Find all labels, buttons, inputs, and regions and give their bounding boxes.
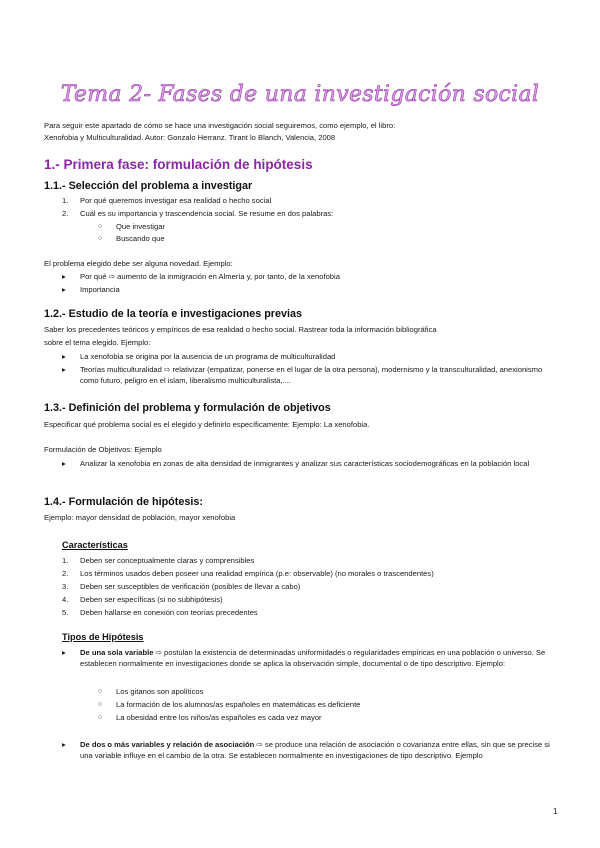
intro-line-2: Xenofobia y Multiculturalidad. Autor: Gonzalo Herranz. Tirant lo Blanch, Valencia, 2008 <box>44 133 336 142</box>
list-item-text: Deben ser específicas (si no subhipótesis) <box>80 595 223 604</box>
bullet-text: Importancia <box>80 285 120 294</box>
type-1-text: ⇨ postulan la existencia de determinadas uniformidades o regularidades empíricas en una población o universo. Se establecen normalmente en investigaciones donde se aplica la observación simple, documental o de tipo descriptivo. Ejemplo: <box>80 648 546 668</box>
paragraph-line: sobre el tema elegido. Ejemplo: <box>44 338 151 347</box>
bullet-item <box>62 739 550 761</box>
list-number: 1. <box>62 556 69 565</box>
triangle-bullet-icon: ▸ <box>62 285 66 294</box>
list-number: 2. <box>62 209 69 218</box>
paragraph-line: Saber los precedentes teóricos y empíricos de esa realidad o hecho social. Rastrear toda la información bibliográfica <box>44 325 437 334</box>
page-title: Tema 2- Fases de una investigación social <box>60 82 540 107</box>
problem-note: El problema elegido debe ser alguna novedad. Ejemplo: <box>44 259 233 268</box>
hypothesis-example: Ejemplo: mayor densidad de población, mayor xenofobia <box>44 513 236 522</box>
circle-bullet-icon: ○ <box>98 688 103 695</box>
triangle-bullet-icon: ▸ <box>62 740 66 749</box>
triangle-bullet-icon: ▸ <box>62 272 66 281</box>
circle-bullet-icon: ○ <box>98 701 103 708</box>
circle-bullet-icon: ○ <box>98 235 103 242</box>
type-1-label: De una sola variable <box>80 648 154 657</box>
section-1-3-heading: 1.3.- Definición del problema y formulación de objetivos <box>44 402 331 414</box>
triangle-bullet-icon: ▸ <box>62 352 66 361</box>
type-2-text: ⇨ se produce una relación de asociación o covarianza entre ellas, sin que se precise si una variable influye en el cambio de la otra. Se establecen normalmente en investigaciones de tipo descriptivo. Ejemplo <box>80 740 550 760</box>
bullet-text: La xenofobia se origina por la ausencia de un programa de multiculturalidad <box>80 352 336 361</box>
sub-item-text: La formación de los alumnos/as españoles en matemáticas es deficiente <box>116 700 361 709</box>
circle-bullet-icon: ○ <box>98 714 103 721</box>
section-1-heading: 1.- Primera fase: formulación de hipótesis <box>44 157 313 172</box>
list-number: 3. <box>62 582 69 591</box>
section-1-2-heading: 1.2.- Estudio de la teoría e investigaciones previas <box>44 308 303 320</box>
type-2-label: De dos o más variables y relación de asociación <box>80 740 255 749</box>
intro-line-1: Para seguir este apartado de cómo se hace una investigación social seguiremos, como ejemplo, el libro: <box>44 121 396 130</box>
sub-list-item <box>98 712 322 723</box>
bullet-item <box>62 271 340 282</box>
bullet-text: Teorías multiculturalidad ⇨ relativizar (empatizar, ponerse en el lugar de la otra persona), modernismo y la transculturalidad, anexionismo como futuro, peligro en el islam, liberalismo multiculturalista,.... <box>80 365 543 385</box>
list-item <box>62 594 223 605</box>
list-number: 5. <box>62 608 69 617</box>
list-item-text: Deben ser susceptibles de verificación (posibles de llevar a cabo) <box>80 582 301 591</box>
bullet-item <box>62 351 336 362</box>
bullet-item <box>62 647 550 669</box>
list-item-text: Deben ser conceptualmente claras y comprensibles <box>80 556 255 565</box>
triangle-bullet-icon: ▸ <box>62 648 66 657</box>
list-item <box>62 208 334 219</box>
page-number: 1 <box>553 807 558 816</box>
list-item-text: Los términos usados deben poseer una realidad empírica (p.e: observable) (no morales o trascendentes) <box>80 569 434 578</box>
bullet-item <box>62 458 550 469</box>
sub-item-text: La obesidad entre los niños/as españoles es cada vez mayor <box>116 713 322 722</box>
list-item-text: Deben hallarse en conexión con teorías precedentes <box>80 608 258 617</box>
bullet-text: Analizar la xenofobia en zonas de alta densidad de inmigrantes y analizar sus características sociodemográficas en la población local <box>80 459 530 468</box>
bullet-item <box>62 284 120 295</box>
list-item <box>62 555 255 566</box>
list-item <box>62 568 434 579</box>
circle-bullet-icon: ○ <box>98 223 103 230</box>
list-number: 1. <box>62 196 69 205</box>
sub-list-item <box>98 686 204 697</box>
hypothesis-types-heading: Tipos de Hipótesis <box>62 632 144 642</box>
list-item <box>62 195 272 206</box>
list-number: 4. <box>62 595 69 604</box>
triangle-bullet-icon: ▸ <box>62 459 66 468</box>
characteristics-heading: Características <box>62 540 128 550</box>
sub-list-item <box>98 233 165 244</box>
list-item-text: Por qué queremos investigar esa realidad o hecho social <box>80 196 272 205</box>
bullet-item <box>62 364 550 386</box>
sub-list-item <box>98 221 165 232</box>
sub-item-text: Buscando que <box>116 234 165 243</box>
triangle-bullet-icon: ▸ <box>62 365 66 374</box>
section-1-4-heading: 1.4.- Formulación de hipótesis: <box>44 496 203 508</box>
sub-item-text: Que investigar <box>116 222 165 231</box>
list-item-text: Cuál es su importancia y trascendencia social. Se resume en dos palabras: <box>80 209 334 218</box>
list-item <box>62 581 301 592</box>
paragraph-line: Especificar qué problema social es el elegido y definirlo específicamente: Ejemplo: La xenofobia. <box>44 420 370 429</box>
section-1-1-heading: 1.1.- Selección del problema a investigar <box>44 180 253 192</box>
list-item <box>62 607 258 618</box>
bullet-text: Por qué ⇨ aumento de la inmigración en Almería y, por tanto, de la xenofobia <box>80 272 340 281</box>
list-number: 2. <box>62 569 69 578</box>
objectives-label: Formulación de Objetivos: Ejemplo <box>44 445 162 454</box>
sub-list-item <box>98 699 361 710</box>
sub-item-text: Los gitanos son apolíticos <box>116 687 204 696</box>
